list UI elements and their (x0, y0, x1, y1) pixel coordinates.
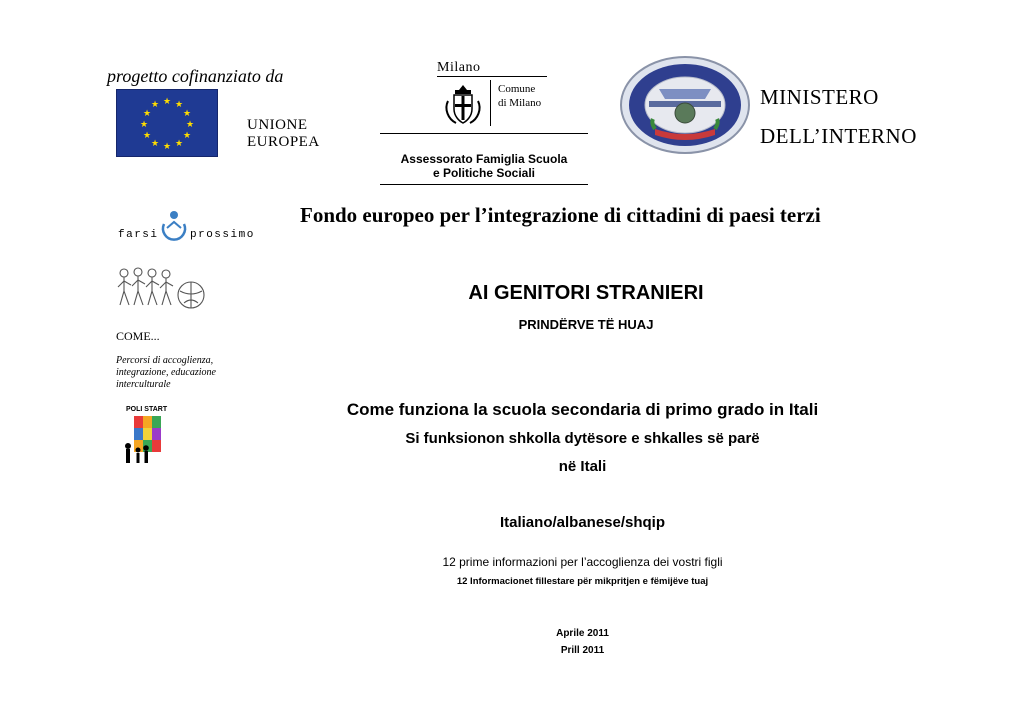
eu-name-line1: UNIONE (247, 117, 308, 133)
milano-logo-text: Milano (437, 60, 481, 75)
page-title: AI GENITORI STRANIERI (468, 282, 704, 304)
fund-title: Fondo europeo per l’integrazione di cittadini di paesi terzi (300, 203, 821, 227)
svg-text:★: ★ (182, 131, 192, 141)
page-title-albanian: PRINDËRVE TË HUAJ (518, 317, 654, 332)
heading-albanian-line2: në Itali (558, 458, 607, 475)
svg-text:★: ★ (162, 97, 172, 107)
eu-name (247, 117, 320, 151)
milano-crest-icon (440, 81, 486, 127)
svg-text:★: ★ (142, 131, 152, 141)
assessorato-line2: e Politiche Sociali (432, 166, 536, 180)
svg-text:★: ★ (174, 139, 184, 149)
svg-text:★: ★ (162, 142, 172, 152)
heading-italian: Come funziona la scuola secondaria di primo grado in Itali (346, 400, 819, 419)
divider (437, 76, 547, 77)
heading-albanian-line1: Si funksionon shkolla dytësore e shkalles së parë (405, 430, 760, 447)
info-albanian: 12 Informacionet fillestare për mikpritjen e fëmijëve tuaj (456, 576, 709, 587)
ministero-line1: MINISTERO (760, 85, 879, 109)
svg-text:★: ★ (139, 120, 149, 130)
comune-label (498, 82, 541, 110)
farsi-text: farsi (118, 229, 159, 241)
languages-label: Italiano/albanese/shqip (499, 514, 666, 531)
comune-line1: Comune (498, 83, 536, 95)
eu-stars-icon (117, 90, 217, 156)
come-title: COME... (116, 329, 160, 343)
prossimo-text: prossimo (190, 229, 255, 241)
divider (380, 184, 588, 185)
ministero-seal-logo (619, 55, 751, 155)
comune-line2: di Milano (498, 97, 542, 109)
svg-text:★: ★ (150, 139, 160, 149)
polistart-text: POLI START (126, 406, 168, 413)
come-figures-icon (116, 265, 206, 313)
svg-text:★: ★ (150, 100, 160, 110)
svg-text:★: ★ (142, 109, 152, 119)
eu-name-line2: EUROPEA (247, 134, 320, 150)
ministero-name (760, 78, 917, 156)
come-subtitle: Percorsi di accoglienza, integrazione, educazione interculturale (116, 355, 216, 390)
svg-text:★: ★ (185, 120, 195, 130)
svg-text:★: ★ (174, 100, 184, 110)
info-italian: 12 prime informazioni per l’accoglienza dei vostri figli (442, 555, 723, 569)
farsi-prossimo-logo (118, 208, 258, 253)
date-italian: Aprile 2011 (556, 628, 609, 639)
date-albanian: Prill 2011 (560, 645, 605, 656)
polistart-logo (116, 402, 176, 470)
divider (380, 133, 588, 134)
assessorato-label (380, 152, 588, 180)
assessorato-line1: Assessorato Famiglia Scuola (400, 152, 568, 166)
svg-text:★: ★ (182, 109, 192, 119)
cofinanced-caption: progetto cofinanziato da (107, 66, 284, 86)
ministero-line2: DELL’INTERNO (760, 124, 917, 148)
eu-flag-logo (116, 89, 218, 157)
divider (490, 80, 491, 126)
